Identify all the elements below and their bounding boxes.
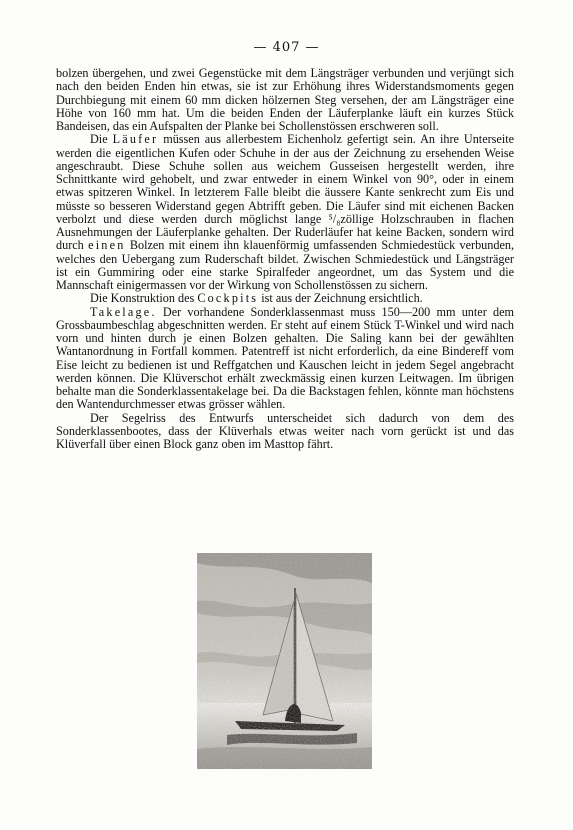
paragraph-text: Die [90, 132, 113, 147]
emphasized-term: Cockpits [197, 291, 259, 306]
paragraph-segelriss [56, 412, 514, 452]
paragraph-planke [56, 67, 514, 133]
paragraph-text: Bolzen mit einem ihn klauenförmig umfassenden Schmiedestück verbunden, welches den Uebergang zum Ruderschaft bildet. Zwischen Schmiedestück und Längsträger ist ein Gummiring oder eine starke Spiralfeder angeordnet, um das System und die Mannschaft einigermassen vor der Wirkung von Schollenstössen zu sichern. [56, 238, 515, 292]
paragraph-takelage [56, 306, 514, 412]
paragraph-text: bolzen übergehen, und zwei Gegenstücke mit dem Längsträger verbunden und verjüngt sich nach den beiden Enden hin etwas, sie ist zur Erhöhung ihres Widerstandsmoments gegen Durchbiegung mit einem 60 mm dicken hölzernen Steg versehen, der am Längsträger eine Höhe von 160 mm hat. Um die beiden Enden der Läuferplanke läuft ein kurzes Stück Bandeisen, das ein Aufspalten der Planke bei Schollenstössen erschweren soll. [56, 66, 514, 133]
emphasized-term: einen [88, 238, 126, 253]
paragraph-text: müssen aus allerbestem Eichenholz gefertigt sein. An ihre Unterseite werden die eigentlichen Kufen oder Schuhe in der aus der Zeichnung zu ersehenden Weise angeschraubt. Diese Schuhe sollen aus weichem Gusseisen hergestellt werden, ihre Schnittkante wird gehobelt, und zwar entweder in einem Winkel von 90°, oder in einem etwas spitzeren Winkel. In letzterem Falle bleibt die äussere Kante senkrecht zum Eis und müsste so besseren Widerstand gegen Abtrifft geben. Die Läufer sind mit eichenen Backen verbolzt und diese werden durch möglichst lange ⁵/₈zöllige Holzschrauben in flachen Ausnehmungen der Läuferplanke gehalten. Der Ruderläufer hat keine Backen, sondern wird durch [56, 132, 514, 253]
paragraph-text: ist aus der Zeichnung ersichtlich. [258, 291, 423, 306]
paragraph-text: Der vorhandene Sonderklassenmast muss 150—200 mm unter dem Grossbaumbeschlag abgeschnitten werden. Er steht auf einem Stück T-Winkel und wird nach vorn und hinten durch je einen Bolzen gehalten. Die Saling kann bei der gewählten Wantanordnung in Fortfall kommen. Patentreff ist nicht erforderlich, da eine Bindereff vom Eise leicht zu bedienen ist und Reffgatchen und Kauschen leicht in jedem Segel angebracht werden können. Die Klüverschot erhält zweckmässig einen kurzen Leitwagen. Im übrigen behalte man die Sonderklassentakelage bei. Da die Backstagen fehlen, könnte man höchstens den Wantendurchmesser etwas grösser wählen. [56, 304, 514, 412]
paragraph-cockpit [56, 292, 514, 305]
paragraph-text: Der Segelriss des Entwurfs unterscheidet sich dadurch von dem des Sonderklassenbootes, dass der Klüverhals etwas weiter nach vorn gerückt ist und das Klüverfall über einen Block ganz oben im Masttop fährt. [56, 410, 514, 451]
paragraph-text: Die Konstruktion des [90, 291, 198, 306]
emphasized-term: Takelage. [90, 304, 157, 319]
iceboat-photo [197, 553, 372, 769]
iceboat-photo-drawing [197, 553, 372, 769]
paragraph-laeufer [56, 133, 514, 292]
photo-grain [197, 553, 372, 769]
page-number: — 407 — [253, 40, 320, 55]
body-text [56, 67, 514, 451]
emphasized-term: Läufer [112, 132, 159, 147]
